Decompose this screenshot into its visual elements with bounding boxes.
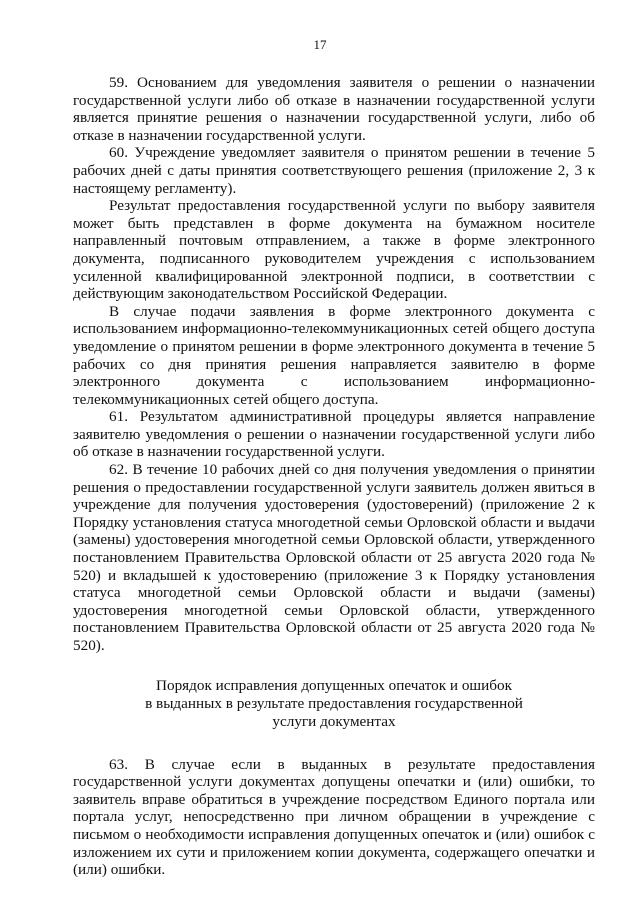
section-heading-line: в выданных в результате предоставления государственной xyxy=(145,694,523,712)
paragraph-electronic-notice: В случае подачи заявления в форме электронного документа с использованием информационно-телекоммуникационных сетей общего доступа уведомление о принятом решении в форме электронного документа в течение 5 рабочих со дня принятия решения направляется заявителю в форме электронного документа с использованием информационно-телекоммуникационных сетей общего доступа. xyxy=(73,302,595,408)
paragraph-62: 62. В течение 10 рабочих дней со дня получения уведомления о принятии решения о предоставлении государственной услуги заявитель должен явиться в учреждение для получения удостоверения (удостоверений) (приложение 2 к Порядку установления статуса многодетной семьи Орловской области и выдачи (замены) удостоверения многодетной семьи Орловской области, утвержденного постановлением Правительства Орловской области от 25 августа 2020 года № 520) и вкладышей к удостоверению (приложение 3 к Порядку установления статуса многодетной семьи Орловской области и выдачи (замены) удостоверения многодетной семьи Орловской области, утвержденного постановлением Правительства Орловской области от 25 августа 2020 года № 520). xyxy=(73,461,595,654)
section-heading xyxy=(73,677,595,731)
document-body xyxy=(73,74,595,879)
paragraph-61: 61. Результатом административной процедуры является направление заявителю уведомления о решении о назначении государственной услуги либо об отказе в назначении государственной услуги. xyxy=(73,408,595,461)
paragraph-result-format: Результат предоставления государственной услуги по выбору заявителя может быть представлен в форме документа на бумажном носителе направленный почтовым отправлением, а также в форме электронного документа, подписанного руководителем учреждения с использованием усиленной квалифицированной электронной подписи, в соответствии с действующим законодательством Российской Федерации. xyxy=(73,197,595,303)
paragraph-63: 63. В случае если в выданных в результате предоставления государственной услуги документах допущены опечатки и (или) ошибки, то заявитель вправе обратиться в учреждение посредством Единого портала или портала услуг, непосредственно при личном обращении в учреждение с письмом о необходимости исправления допущенных опечаток и (или) ошибок с изложением их сути и приложением копии документа, содержащего опечатки и (или) ошибки. xyxy=(73,755,595,879)
paragraph-59: 59. Основанием для уведомления заявителя о решении о назначении государственной услуги либо об отказе в назначении государственной услуги является принятие решения о назначении государственной услуги, либо об отказе в назначении государственной услуги. xyxy=(73,74,595,144)
page-number: 17 xyxy=(313,37,327,52)
paragraph-60: 60. Учреждение уведомляет заявителя о принятом решении в течение 5 рабочих дней с даты принятия соответствующего решения (приложение 2, 3 к настоящему регламенту). xyxy=(73,144,595,197)
section-heading-line: услуги документах xyxy=(272,712,396,730)
section-heading-line: Порядок исправления допущенных опечаток и ошибок xyxy=(156,676,512,694)
